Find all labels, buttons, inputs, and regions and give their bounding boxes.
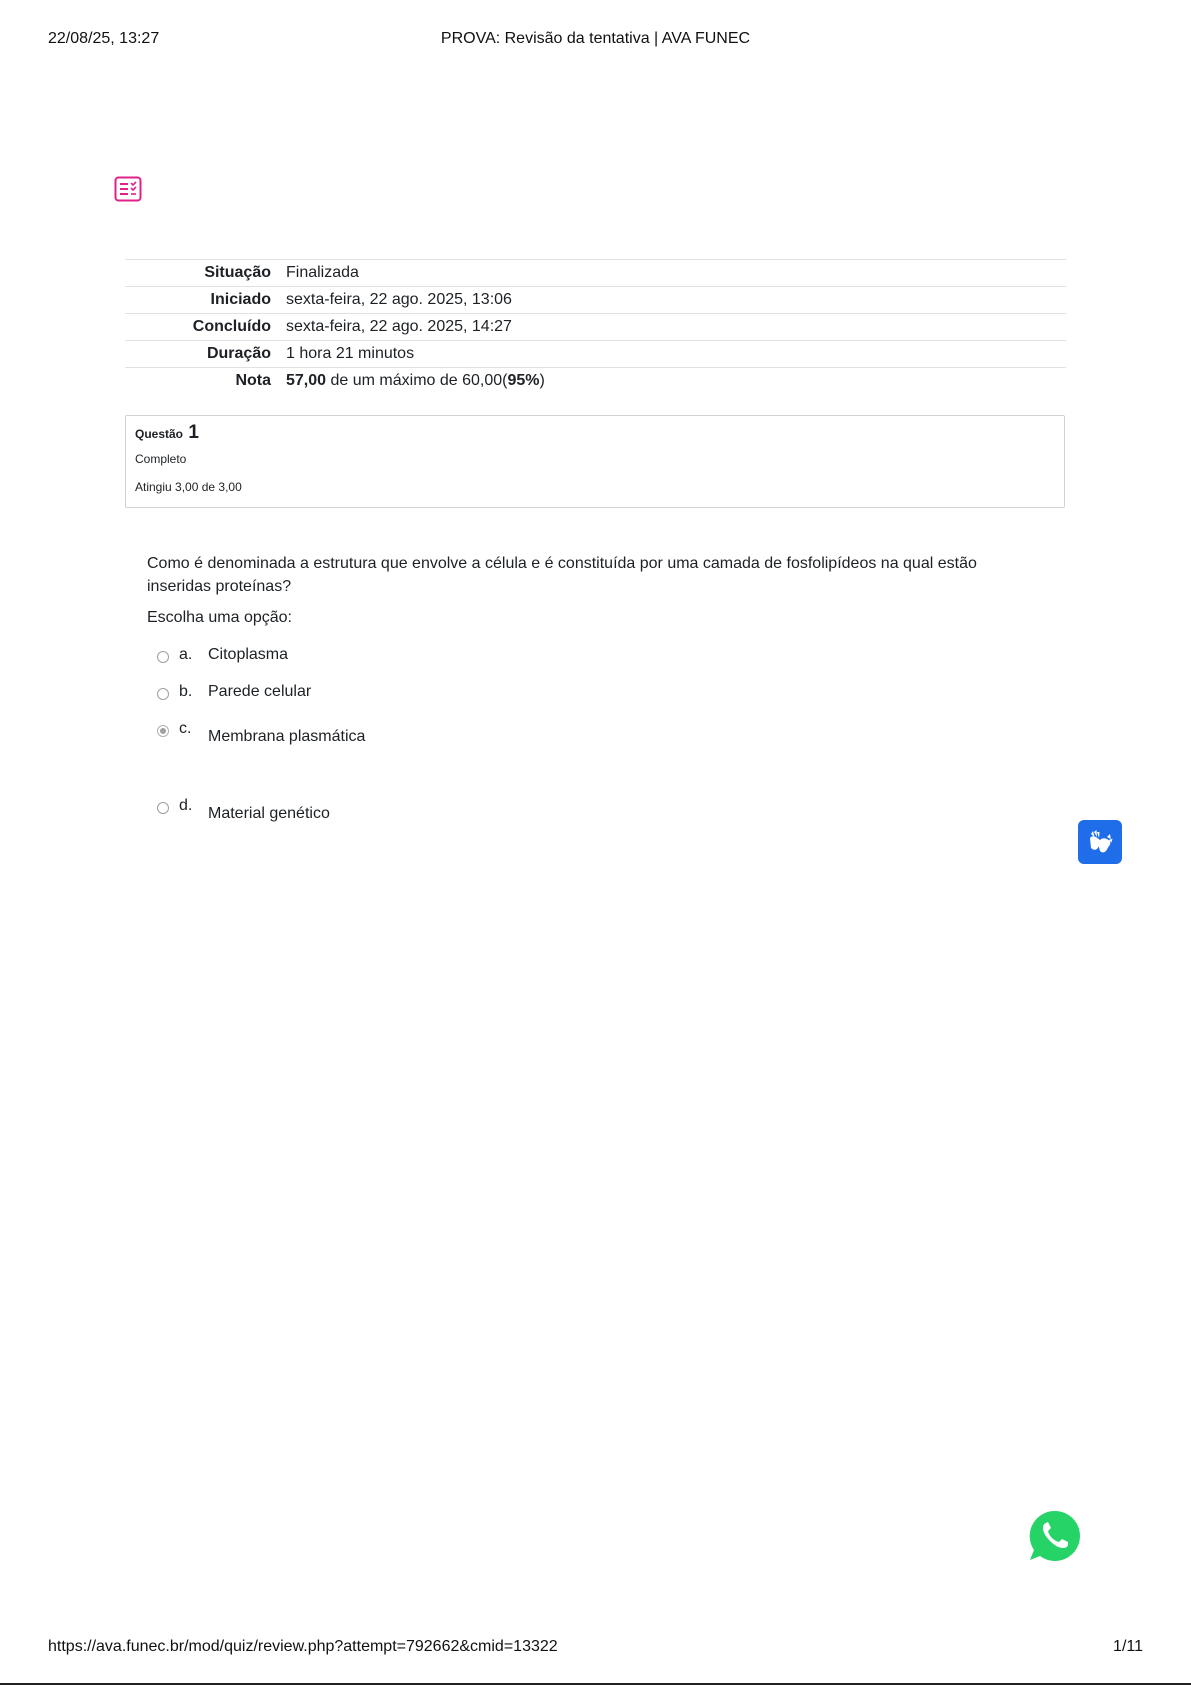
sign-language-hands-icon [1078,820,1122,864]
question-grade: Atingiu 3,00 de 3,00 [135,480,242,494]
summary-value: sexta-feira, 22 ago. 2025, 13:06 [278,287,1066,314]
summary-label: Nota [125,368,278,395]
attempt-summary-table [125,259,1066,394]
question-text: Como é denominada a estrutura que envolve a célula e é constituída por uma camada de fosfolipídeos na qual estão inseridas proteínas? [147,555,977,595]
print-page-number: 1/11 [1113,1638,1143,1655]
grade-end: ) [539,372,545,389]
answer-text: Parede celular [208,683,312,700]
grade-percent: 95% [507,372,540,389]
answer-letter: b. [179,683,193,700]
answer-text: Membrana plasmática [208,728,366,745]
print-date: 22/08/25, 13:27 [48,30,160,47]
whatsapp-button[interactable] [1026,1508,1082,1564]
quiz-navigation-icon[interactable] [114,176,142,202]
answer-letter: c. [179,720,192,737]
question-number [135,422,1055,444]
summary-row-duration [125,341,1066,368]
question-number-value: 1 [188,422,199,443]
answer-letter: d. [179,797,193,814]
vlibras-button[interactable] [1078,820,1122,864]
summary-value [278,368,1066,395]
summary-label: Situação [125,260,278,287]
radio-button[interactable] [157,802,169,814]
summary-value: sexta-feira, 22 ago. 2025, 14:27 [278,314,1066,341]
summary-label: Concluído [125,314,278,341]
grade-middle: de um máximo de 60,00( [330,372,508,389]
answer-prompt: Escolha uma opção: [147,609,292,626]
radio-button-selected[interactable] [157,725,169,737]
grade-score: 57,00 [286,372,327,389]
answer-letter: a. [179,646,193,663]
whatsapp-icon [1026,1508,1082,1564]
question-label: Questão [135,427,184,441]
radio-button[interactable] [157,651,169,663]
print-page-title: PROVA: Revisão da tentativa | AVA FUNEC [440,30,751,47]
summary-row-started [125,287,1066,314]
question-info-box [125,415,1065,508]
summary-value: 1 hora 21 minutos [278,341,1066,368]
summary-row-grade [125,368,1066,395]
print-footer-url: https://ava.funec.br/mod/quiz/review.php?attempt=792662&cmid=13322 [48,1638,558,1655]
summary-label: Iniciado [125,287,278,314]
summary-row-status [125,260,1066,287]
answer-text: Material genético [208,805,330,822]
question-state: Completo [135,452,187,466]
summary-label: Duração [125,341,278,368]
summary-row-completed [125,314,1066,341]
answer-text: Citoplasma [208,646,289,663]
radio-button[interactable] [157,688,169,700]
summary-value: Finalizada [278,260,1066,287]
